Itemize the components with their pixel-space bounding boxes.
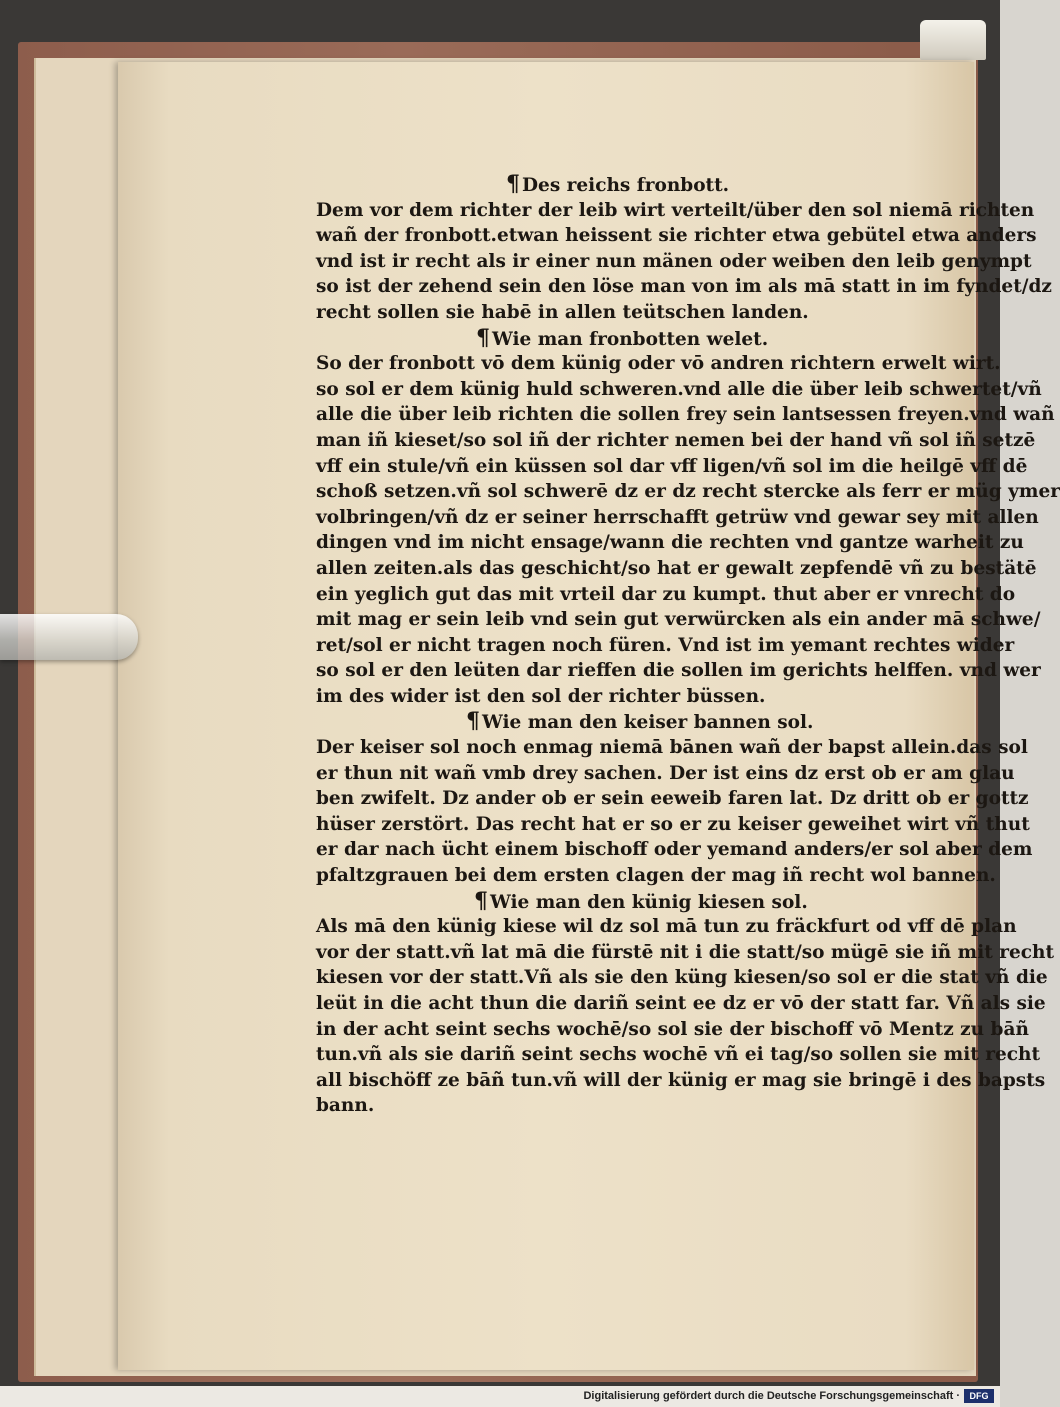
pilcrow-icon: ¶	[506, 171, 520, 197]
text-line: recht sollen sie habē in allen teütschen landen.	[316, 301, 809, 323]
text-line: schoß setzen.vñ sol schwerē dz er dz recht stercke als ferr er müg ymer	[316, 481, 1060, 503]
section-heading: ¶ Wie man den keiser bannen sol.	[466, 708, 814, 735]
text-line: er thun nit wañ vmb drey sachen. Der ist eins dz erst ob er am glau	[316, 762, 1015, 784]
section-heading: ¶ Wie man den künig kiesen sol.	[474, 887, 808, 914]
text-line: tun.vñ als sie dariñ seint sechs wochē vñ ei tag/so sollen sie mit recht	[316, 1044, 1041, 1066]
text-line: bann.	[316, 1095, 375, 1117]
text-line: kiesen vor der statt.Vñ als sie den küng kiesen/so sol er die stat vñ die	[316, 967, 1048, 989]
glass-bookmark-strip	[0, 614, 138, 660]
text-line: er dar nach ücht einem bischoff oder yemand anders/er sol aber dem	[316, 839, 1033, 861]
text-line: im des wider ist den sol der richter büssen.	[316, 685, 766, 707]
text-line: Der keiser sol noch enmag niemā bānen wañ der bapst allein.das sol	[316, 737, 1028, 759]
page-text-block	[316, 171, 1060, 1119]
funding-credit: Digitalisierung gefördert durch die Deutsche Forschungsgemeinschaft ·	[583, 1390, 960, 1402]
text-line: ret/sol er nicht tragen noch füren. Vnd ist im yemant rechtes wider	[316, 634, 1015, 656]
text-line: so ist der zehend sein den löse man von im als mā statt in im fyndet/dz	[316, 276, 1052, 298]
text-line: vff ein stule/vñ ein küssen sol dar vff ligen/vñ sol im die heilgē vff dē	[316, 455, 1028, 477]
text-line: ein yeglich gut das mit vrteil dar zu kumpt. thut aber er vnrecht do	[316, 583, 1016, 605]
section-heading: ¶ Wie man fronbotten welet.	[476, 324, 769, 351]
text-line: allen zeiten.als das geschicht/so hat er gewalt zepfendē vñ zu bestätē	[316, 557, 1037, 579]
text-line: in der acht seint sechs wochē/so sol sie der bischoff vō Mentz zu bāñ	[316, 1018, 1029, 1040]
pilcrow-icon: ¶	[476, 324, 490, 351]
text-line: hüser zerstört. Das recht hat er so er zu keiser geweihet wirt vñ thut	[316, 813, 1030, 835]
text-line: dingen vnd im nicht ensage/wann die rechten vnd gantze warheit zu	[316, 532, 1024, 554]
text-line: so sol er den leüten dar rieffen die sollen im gerichts helffen. vnd wer	[316, 660, 1041, 682]
section-heading: ¶ Des reichs fronbott.	[506, 171, 730, 197]
text-line: ben zwifelt. Dz ander ob er sein eeweib faren lat. Dz dritt ob er gottz	[316, 788, 1029, 810]
text-line: vor der statt.vñ lat mā die fürstē nit i die statt/so mügē sie iñ mit recht	[316, 941, 1055, 963]
pilcrow-icon: ¶	[466, 708, 480, 735]
pilcrow-icon: ¶	[474, 887, 488, 914]
text-line: so sol er dem künig huld schweren.vnd alle die über leib schwertet/vñ	[316, 378, 1042, 400]
text-line: Als mā den künig kiese wil dz sol mā tun zu fräckfurt od vff dē plan	[316, 916, 1017, 938]
text-line: leüt in die acht thun die dariñ seint ee dz er vō der statt far. Vñ als sie	[316, 993, 1046, 1014]
text-line: mit mag er sein leib vnd sein gut verwürcken als ein ander mā schwe/	[316, 609, 1041, 631]
text-line: man iñ kieset/so sol iñ der richter nemen bei der hand vñ sol iñ setzē	[316, 429, 1036, 451]
digitization-footer	[0, 1386, 1000, 1407]
text-line: Dem vor dem richter der leib wirt verteilt/über den sol niemā richten	[316, 199, 1035, 221]
text-line: vnd ist ir recht als ir einer nun mänen oder weiben den leib genympt	[316, 250, 1032, 272]
dfg-logo[interactable]: DFG	[964, 1389, 994, 1403]
book-corner-tab	[920, 20, 986, 60]
text-line: alle die über leib richten die sollen frey sein lantsessen freyen.vnd wañ	[316, 404, 1055, 426]
text-line: wañ der fronbott.etwan heissent sie richter etwa gebütel etwa anders	[316, 225, 1037, 247]
text-line: pfaltzgrauen bei dem ersten clagen der mag iñ recht wol bannen.	[316, 865, 996, 887]
text-line: all bischöff ze bāñ tun.vñ will der künig er mag sie bringē i des bapsts	[316, 1069, 1046, 1091]
text-line: volbringen/vñ dz er seiner herrschafft getrüw vnd gewar sey mit allen	[316, 506, 1039, 528]
text-line: So der fronbott vō dem künig oder vō andren richtern erwelt wirt.	[316, 353, 1001, 375]
